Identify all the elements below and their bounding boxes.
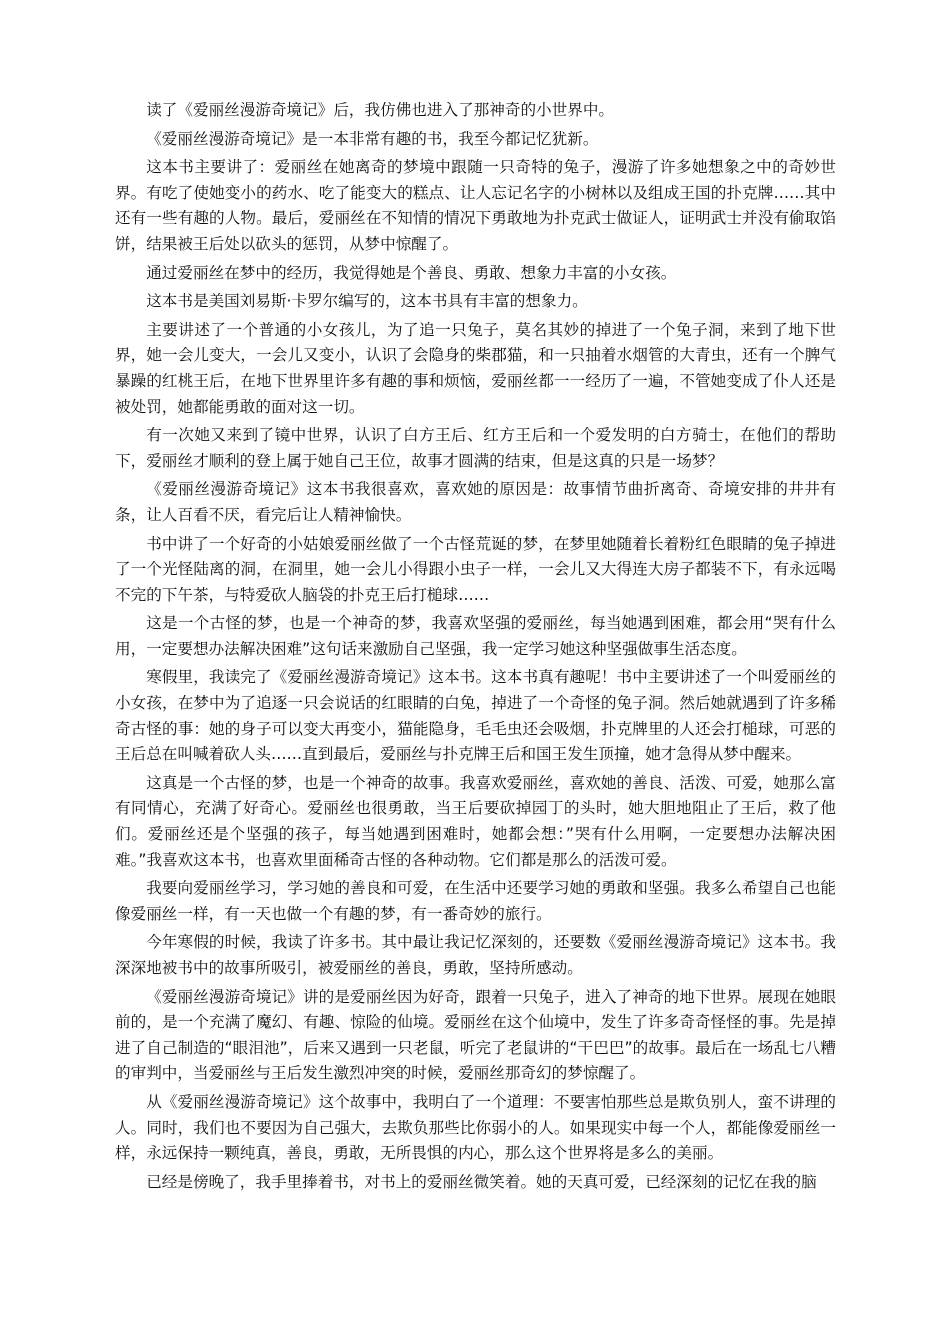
paragraph: 《爱丽丝漫游奇境记》讲的是爱丽丝因为好奇，跟着一只兔子，进入了神奇的地下世界。展现在她眼前的，是一个充满了魔幻、有趣、惊险的仙境。爱丽丝在这个仙境中，发生了许多奇奇怪怪的事。先是掉进了自己制造的“眼泪池”，后来又遇到一只老鼠，听完了老鼠讲的“干巴巴”的故事。最后在一场乱七八糟的审判中，当爱丽丝与王后发生激烈冲突的时候，爱丽丝那奇幻的梦惊醒了。 [115, 987, 836, 1083]
paragraph: 《爱丽丝漫游奇境记》是一本非常有趣的书，我至今都记忆犹新。 [146, 129, 599, 148]
paragraph: 从《爱丽丝漫游奇境记》这个故事中，我明白了一个道理：不要害怕那些总是欺负别人，蛮不讲理的人。同时，我们也不要因为自己强大，去欺负那些比你弱小的人。如果现实中每一个人，都能像爱丽丝一样，永远保持一颗纯真，善良，勇敢，无所畏惧的内心，那么这个世界将是多么的美丽。 [115, 1092, 836, 1163]
paragraph: 通过爱丽丝在梦中的经历，我觉得她是个善良、勇敢、想象力丰富的小女孩。 [146, 263, 677, 282]
paragraph: 主要讲述了一个普通的小女孩儿，为了追一只兔子，莫名其妙的掉进了一个兔子洞，来到了地下世界，她一会儿变大，一会儿又变小，认识了会隐身的柴郡猫，和一只抽着水烟管的大青虫，还有一个脾气暴躁的红桃王后，在地下世界里许多有趣的事和烦恼，爱丽丝都一一经历了一遍，不管她变成了仆人还是被处罚，她都能勇敢的面对这一切。 [115, 320, 836, 416]
paragraph: 这本书是美国刘易斯·卡罗尔编写的，这本书具有丰富的想象力。 [146, 292, 588, 311]
paragraph: 有一次她又来到了镜中世界，认识了白方王后、红方王后和一个爱发明的白方骑士，在他们的帮助下，爱丽丝才顺利的登上属于她自己王位，故事才圆满的结束，但是这真的只是一场梦？ [115, 426, 836, 470]
paragraph: 这是一个古怪的梦，也是一个神奇的梦，我喜欢坚强的爱丽丝，每当她遇到困难，都会用“哭有什么用，一定要想办法解决困难”这句话来激励自己坚强，我一定学习她这种坚强做事生活态度。 [115, 614, 836, 658]
paragraph: 这真是一个古怪的梦，也是一个神奇的故事。我喜欢爱丽丝，喜欢她的善良、活泼、可爱，她那么富有同情心，充满了好奇心。爱丽丝也很勇敢，当王后要砍掉园丁的头时，她大胆地阻止了王后，救了他们。爱丽丝还是个坚强的孩子，每当她遇到困难时，她都会想：”哭有什么用啊，一定要想办法解决困难。”我喜欢这本书，也喜欢里面稀奇古怪的各种动物。它们都是那么的活泼可爱。 [115, 773, 836, 869]
paragraph: 《爱丽丝漫游奇境记》这本书我很喜欢，喜欢她的原因是：故事情节曲折离奇、奇境安排的井井有条，让人百看不厌，看完后让人精神愉快。 [115, 480, 836, 524]
paragraph: 已经是傍晚了，我手里捧着书，对书上的爱丽丝微笑着。她的天真可爱，已经深刻的记忆在我的脑 [146, 1172, 817, 1191]
document-body [115, 98, 836, 1198]
paragraph: 书中讲了一个好奇的小姑娘爱丽丝做了一个古怪荒诞的梦，在梦里她随着长着粉红色眼睛的兔子掉进了一个光怪陆离的洞，在洞里，她一会儿小得跟小虫子一样，一会儿又大得连大房子都装不下，有永远喝不完的下午茶，与特爱砍人脑袋的扑克王后打槌球…… [115, 534, 836, 604]
paragraph: 读了《爱丽丝漫游奇境记》后，我仿佛也进入了那神奇的小世界中。 [146, 101, 615, 119]
paragraph: 这本书主要讲了：爱丽丝在她离奇的梦境中跟随一只奇特的兔子，漫游了许多她想象之中的奇妙世界。有吃了使她变小的药水、吃了能变大的糕点、让人忘记名字的小树林以及组成王国的扑克牌……其中还有一些有趣的人物。最后，爱丽丝在不知情的情况下勇敢地为扑克武士做证人，证明武士并没有偷取馅饼，结果被王后处以砍头的惩罚，从梦中惊醒了。 [115, 158, 836, 253]
paragraph: 今年寒假的时候，我读了许多书。其中最让我记忆深刻的，还要数《爱丽丝漫游奇境记》这本书。我深深地被书中的故事所吸引，被爱丽丝的善良，勇敢，坚持所感动。 [115, 933, 836, 977]
paragraph: 我要向爱丽丝学习，学习她的善良和可爱，在生活中还要学习她的勇敢和坚强。我多么希望自己也能像爱丽丝一样，有一天也做一个有趣的梦，有一番奇妙的旅行。 [115, 879, 836, 923]
paragraph: 寒假里，我读完了《爱丽丝漫游奇境记》这本书。这本书真有趣呢！书中主要讲述了一个叫爱丽丝的小女孩，在梦中为了追逐一只会说话的红眼睛的白兔，掉进了一个奇怪的兔子洞。然后她就遇到了许多稀奇古怪的事：她的身子可以变大再变小，猫能隐身，毛毛虫还会吸烟，扑克牌里的人还会打槌球，可恶的王后总在叫喊着砍人头……直到最后，爱丽丝与扑克牌王后和国王发生顶撞，她才急得从梦中醒来。 [115, 668, 836, 764]
